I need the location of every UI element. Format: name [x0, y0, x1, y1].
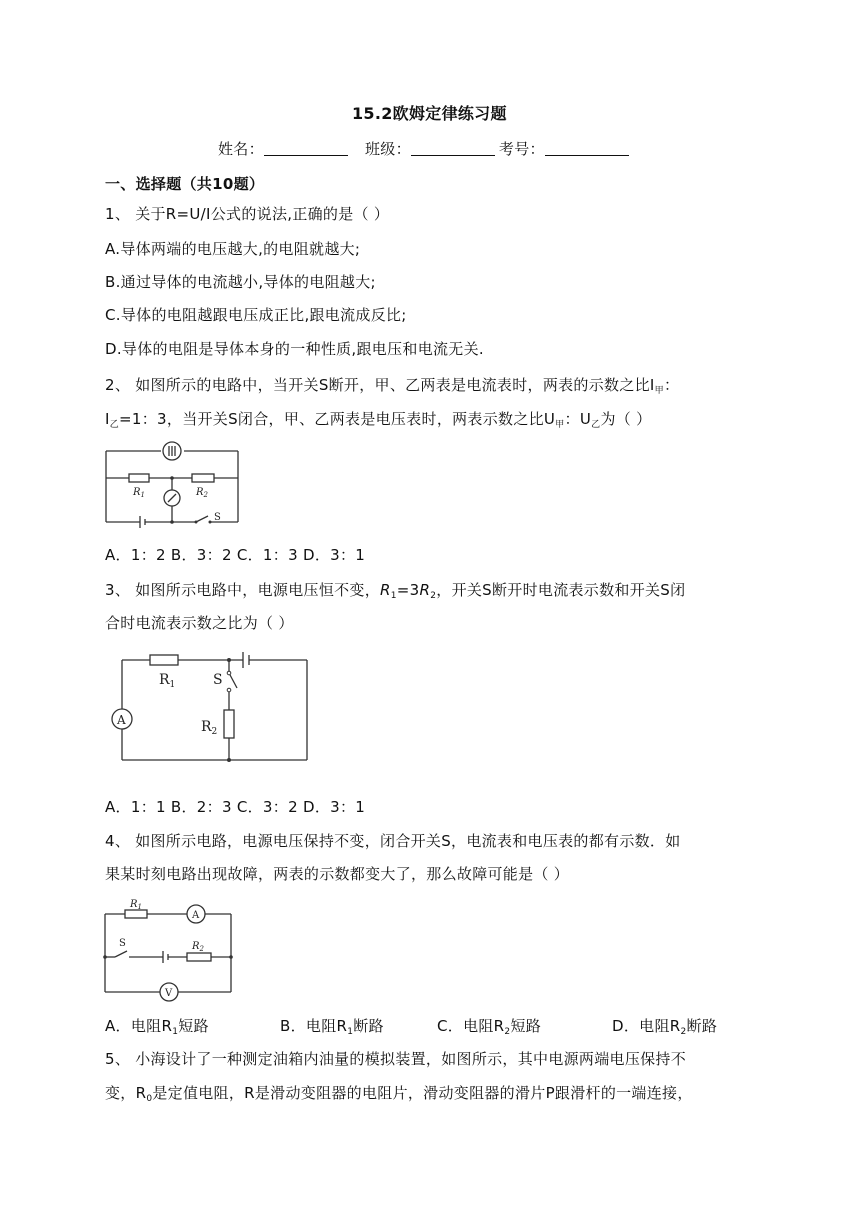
q3-r1: R [380, 581, 391, 599]
q3-stem-line1 [105, 580, 685, 600]
name-label: 姓名： [218, 140, 264, 158]
svg-text:R2 [191, 941, 205, 953]
q2-text: ： [663, 376, 680, 394]
q3-fig-s: S [213, 672, 223, 688]
q4-opt-sub: 2 [680, 1027, 687, 1037]
q1-stem: 1、 关于R=U/I公式的说法,正确的是（ ） [105, 205, 390, 223]
section-heading: 一、选择题（共10题） [105, 175, 265, 193]
q4-opt-text: B．电阻R [280, 1017, 348, 1035]
q2-label-r2-sub: 2 [203, 491, 208, 499]
q5-stem-line1: 5、 小海设计了一种测定油箱内油量的模拟装置，如图所示，其中电源两端电压保持不 [105, 1050, 687, 1068]
q2-sub-jia: 甲 [654, 386, 664, 396]
q2-sub-jia: 甲 [555, 420, 565, 430]
q4-opt-text: 断路 [686, 1017, 718, 1035]
q3-fig-r1: R [159, 672, 170, 688]
q2-options: A．1：2 B．3：2 C．1：3 D．3：1 [105, 546, 366, 564]
q2-sub-yi: 乙 [591, 420, 601, 430]
q4-fig-r1: R [130, 899, 138, 910]
svg-text:R1 [159, 672, 175, 690]
q3-r2-sub: 2 [430, 591, 437, 601]
q5-sub: 0 [146, 1094, 153, 1104]
q4-opt-sub: 1 [347, 1027, 354, 1037]
q2-text: 2、 如图所示的电路中，当开关S断开，甲、乙两表是电流表时，两表的示数之比I [105, 376, 655, 394]
q3-fig-r1-sub: 1 [169, 680, 176, 690]
q4-fig-r2-sub: 2 [199, 945, 204, 953]
q4-opt-text: 断路 [353, 1017, 384, 1035]
q2-label-s: S [214, 512, 221, 523]
q4-fig-s: S [119, 938, 126, 949]
q3-circuit-figure [105, 648, 315, 768]
q2-stem-line1 [105, 375, 679, 395]
q3-stem-line2: 合时电流表示数之比为（ ） [105, 614, 294, 632]
q2-sub-yi: 乙 [109, 420, 120, 430]
q4-stem-line1: 4、 如图所示电路，电源电压保持不变，闭合开关S，电流表和电压表的都有示数．如 [105, 832, 681, 850]
q4-opt-sub: 1 [172, 1027, 179, 1037]
q4-fig-r1-sub: 1 [137, 903, 142, 911]
q4-opt-text: 短路 [178, 1017, 209, 1035]
q1-option-d: D.导体的电阻是导体本身的一种性质,跟电压和电流无关. [105, 340, 484, 358]
name-blank[interactable] [264, 141, 348, 156]
class-label: 班级： [364, 140, 411, 158]
q4-option-c [437, 1016, 541, 1036]
svg-text:R1 [129, 899, 142, 911]
q5-text: 是定值电阻，R是滑动变阻器的电阻片，滑动变阻器的滑片P跟滑杆的一端连接， [152, 1084, 693, 1102]
number-blank[interactable] [545, 141, 629, 156]
q5-text: 变，R [105, 1084, 147, 1102]
class-blank[interactable] [411, 141, 495, 156]
q4-option-a [105, 1016, 209, 1036]
q1-option-b: B.通过导体的电流越小,导体的电阻越大; [105, 273, 376, 291]
q2-stem-line2 [105, 409, 651, 429]
q3-fig-r2-sub: 2 [211, 727, 218, 737]
q1-option-a: A.导体两端的电压越大,的电阻就越大; [105, 240, 361, 258]
q3-r1-sub: 1 [390, 591, 397, 601]
q3-fig-r2: R [201, 719, 212, 735]
q4-opt-text: 短路 [510, 1017, 542, 1035]
q2-label-r2: R [196, 487, 204, 498]
q2-text: ：U [564, 410, 592, 428]
q3-eq: =3 [396, 581, 420, 599]
svg-text:R1 [132, 487, 145, 499]
q4-circuit-figure [103, 898, 238, 1000]
q4-opt-text: C．电阻R [437, 1017, 505, 1035]
q2-label-r1-sub: 1 [140, 491, 145, 499]
q2-text: 为（ ） [600, 410, 652, 428]
header-fields [218, 139, 633, 159]
q3-options: A．1：1 B．2：3 C．3：2 D．3：1 [105, 798, 366, 816]
number-label: 考号： [498, 140, 545, 158]
q4-option-d [612, 1016, 717, 1036]
q2-label-r1: R [133, 487, 141, 498]
q2-text: I [105, 410, 110, 428]
q1-option-c: C.导体的电阻越跟电压成正比,跟电流成反比; [105, 306, 407, 324]
q4-fig-ammeter: A [192, 910, 200, 921]
q4-opt-sub: 2 [504, 1027, 511, 1037]
q3-fig-ammeter: A [117, 713, 126, 727]
svg-text:R2 [195, 487, 209, 499]
q3-r2: R [419, 581, 431, 599]
q2-text: =1：3，当开关S闭合，甲、乙两表是电压表时，两表示数之比U [119, 410, 556, 428]
page-title: 15.2欧姆定律练习题 [352, 104, 507, 123]
svg-text:R2 [201, 719, 217, 737]
q3-text: 3、 如图所示电路中，电源电压恒不变， [105, 581, 381, 599]
q2-circuit-figure [104, 440, 244, 530]
q5-stem-line2 [105, 1083, 693, 1103]
q4-stem-line2: 果某时刻电路出现故障，两表的示数都变大了，那么故障可能是（ ） [105, 865, 570, 883]
q4-fig-voltmeter: V [165, 988, 173, 999]
q4-opt-text: D．电阻R [612, 1017, 681, 1035]
q3-text: ，开关S断开时电流表示数和开关S闭 [436, 581, 686, 599]
q4-opt-text: A．电阻R [105, 1017, 173, 1035]
q4-fig-r2: R [192, 941, 200, 952]
q4-option-b [280, 1016, 384, 1036]
